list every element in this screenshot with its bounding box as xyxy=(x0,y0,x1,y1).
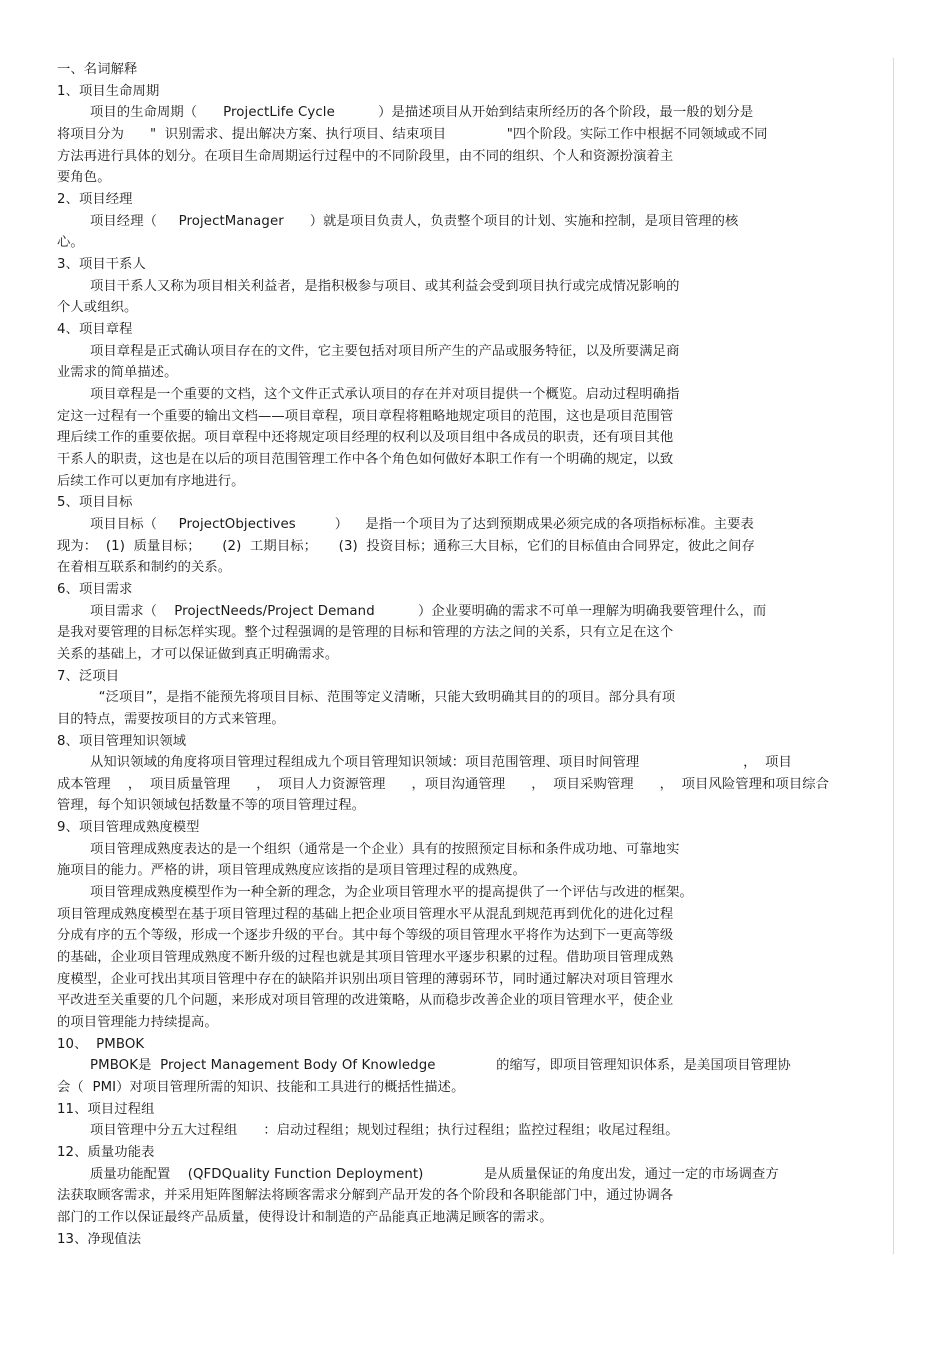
text-line: 10、 PMBOK xyxy=(57,1036,145,1052)
text-line: 关系的基础上，才可以保证做到真正明确需求。 xyxy=(57,646,339,662)
text-line: “泛项目”，是指不能预先将项目目标、范围等定义清晰，只能大致明确其目的的项目。部分具有项 xyxy=(90,690,676,706)
text-line: 成本管理 ， 项目质量管理 ， 项目人力资源管理 ，项目沟通管理 ， 项目采购管理 ， 项目风险管理和项目综合 xyxy=(57,776,830,792)
text-line: 质量功能配置 (QFDQuality Function Deployment) 是从质量保证的角度出发，通过一定的市场调查方 xyxy=(90,1166,779,1182)
text-line: 要角色。 xyxy=(57,170,111,186)
text-line: 项目干系人又称为项目相关利益者，是指积极参与项目、或其利益会受到项目执行或完成情况影响的 xyxy=(90,278,680,294)
text-line: 项目目标（ ProjectObjectives ） 是指一个项目为了达到预期成果必须完成的各项指标标准。主要表 xyxy=(90,516,754,532)
text-line: 12、质量功能表 xyxy=(57,1145,155,1160)
text-line: 8、项目管理知识领域 xyxy=(57,733,187,749)
text-line: 业需求的简单描述。 xyxy=(57,365,178,381)
text-line: 的基础，企业项目管理成熟度不断升级的过程也就是其项目管理水平逐步积累的过程。借助项目管理成熟 xyxy=(57,950,674,966)
text-line: 3、项目干系人 xyxy=(57,256,146,272)
text-line: 度模型，企业可找出其项目管理中存在的缺陷并识别出项目管理的薄弱环节，同时通过解决对项目管理水 xyxy=(57,971,674,987)
text-line: 4、项目章程 xyxy=(57,321,133,337)
text-line: 理后续工作的重要依据。项目章程中还将规定项目经理的权利以及项目组中各成员的职责，还有项目其他 xyxy=(57,430,674,446)
text-line: 7、泛项目 xyxy=(57,668,120,684)
text-line: 会（ PMI）对项目管理所需的知识、技能和工具进行的概括性描述。 xyxy=(57,1080,465,1095)
text-line: 是我对要管理的目标怎样实现。整个过程强调的是管理的目标和管理的方法之间的关系，只有立足在这个 xyxy=(57,625,674,641)
text-line: 后续工作可以更加有序地进行。 xyxy=(57,473,245,489)
text-line: 将项目分为 " 识别需求、提出解决方案、执行项目、结束项目 "四个阶段。实际工作中根据不同领域或不同 xyxy=(57,127,768,142)
text-line: 项目需求（ ProjectNeeds/Project Demand ）企业要明确的需求不可单一理解为明确我要管理什么，而 xyxy=(90,603,767,619)
text-line: 项目管理成熟度表达的是一个组织（通常是一个企业）具有的按照预定目标和条件成功地、可靠地实 xyxy=(90,841,680,857)
text-line: 一、名词解释 xyxy=(57,62,138,77)
text-line: 定这一过程有一个重要的输出文档——项目章程，项目章程将粗略地规定项目的范围，这也是项目范围管 xyxy=(57,408,674,424)
text-line: 法获取顾客需求，并采用矩阵图解法将顾客需求分解到产品开发的各个阶段和各职能部门中，通过协调各 xyxy=(57,1188,674,1204)
text-line: 现为： (1) 质量目标； (2) 工期目标； (3) 投资目标；通称三大目标，它们的目标值由合同界定，彼此之间存 xyxy=(57,538,755,554)
text-line: 9、项目管理成熟度模型 xyxy=(57,820,200,836)
text-line: 项目章程是一个重要的文档，这个文件正式承认项目的存在并对项目提供一个概览。启动过程明确指 xyxy=(90,386,680,402)
text-line: 13、净现值法 xyxy=(57,1231,142,1247)
text-line: 方法再进行具体的划分。在项目生命周期运行过程中的不同阶段里，由不同的组织、个人和资源扮演着主 xyxy=(57,148,674,164)
text-line: 的项目管理能力持续提高。 xyxy=(57,1015,218,1030)
text-line: 项目经理（ ProjectManager ）就是项目负责人，负责整个项目的计划、实施和控制，是项目管理的核 xyxy=(90,213,739,229)
text-line: 个人或组织。 xyxy=(57,300,138,316)
text-line: 管理，每个知识领域包括数量不等的项目管理过程。 xyxy=(57,798,366,814)
text-line: 部门的工作以保证最终产品质量，使得设计和制造的产品能真正地满足顾客的需求。 xyxy=(57,1210,553,1225)
text-line: 心。 xyxy=(57,235,84,251)
right-margin-line xyxy=(893,58,894,1254)
text-line: 分成有序的五个等级，形成一个逐步升级的平台。其中每个等级的项目管理水平将作为达到下一更高等级 xyxy=(57,928,674,944)
text-line: 2、项目经理 xyxy=(57,192,133,207)
text-line: 1、项目生命周期 xyxy=(57,83,160,99)
text-line: PMBOK是 Project Management Body Of Knowledge 的缩写，即项目管理知识体系，是美国项目管理协 xyxy=(90,1058,791,1074)
text-line: 从知识领域的角度将项目管理过程组成九个项目管理知识领域：项目范围管理、项目时间管理 ， 项目 xyxy=(90,755,792,771)
text-line: 项目管理成熟度模型作为一种全新的理念，为企业项目管理水平的提高提供了一个评估与改进的框架。 xyxy=(90,885,693,901)
text-line: 施项目的能力。严格的讲，项目管理成熟度应该指的是项目管理过程的成熟度。 xyxy=(57,863,526,879)
text-line: 在着相互联系和制约的关系。 xyxy=(57,560,232,576)
text-line: 目的特点，需要按项目的方式来管理。 xyxy=(57,711,285,727)
text-line: 5、项目目标 xyxy=(57,495,133,511)
text-line: 项目章程是正式确认项目存在的文件，它主要包括对项目所产生的产品或服务特征，以及所要满足商 xyxy=(90,343,680,359)
text-line: 项目管理成熟度模型在基于项目管理过程的基础上把企业项目管理水平从混乱到规范再到优化的进化过程 xyxy=(57,906,674,922)
text-line: 11、项目过程组 xyxy=(57,1101,155,1117)
text-line: 干系人的职责，这也是在以后的项目范围管理工作中各个角色如何做好本职工作有一个明确的规定，以致 xyxy=(57,451,674,467)
text-line: 6、项目需求 xyxy=(57,581,133,597)
text-line: 平改进至关重要的几个问题，来形成对项目管理的改进策略，从而稳步改善企业的项目管理水平，使企业 xyxy=(57,993,674,1009)
text-line: 项目管理中分五大过程组 ：启动过程组；规划过程组；执行过程组；监控过程组；收尾过程组。 xyxy=(90,1123,679,1139)
text-line: 项目的生命周期（ ProjectLife Cycle ）是描述项目从开始到结束所经历的各个阶段，最一般的划分是 xyxy=(90,105,754,121)
